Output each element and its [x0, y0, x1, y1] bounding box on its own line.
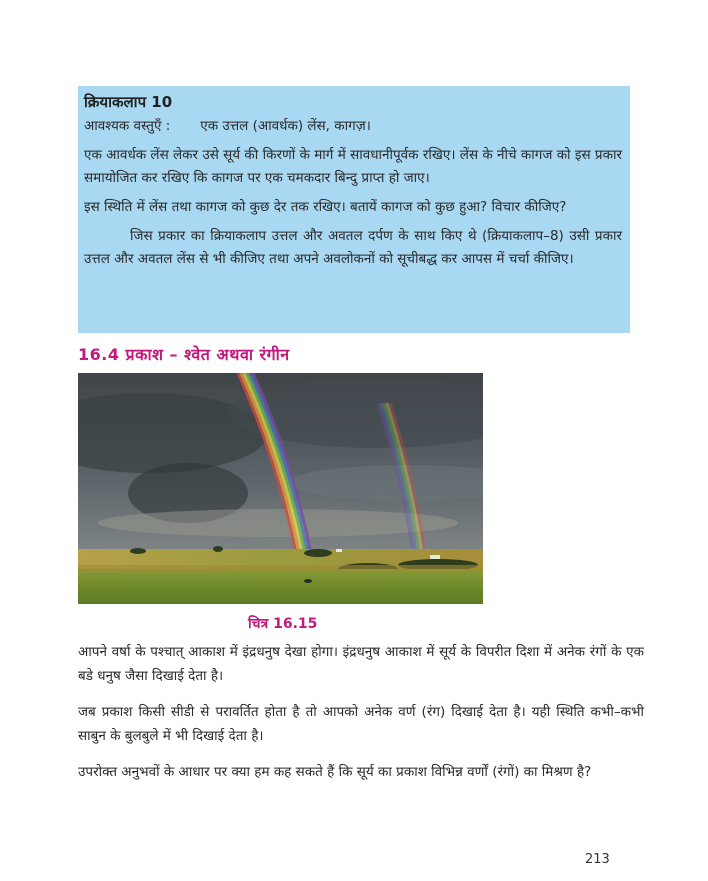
activity-box	[78, 86, 630, 333]
page-number: 213	[585, 852, 610, 867]
materials-label: आवश्यक वस्तुएँ :	[84, 118, 171, 134]
activity-title: क्रियाकलाप 10	[84, 93, 173, 111]
body-paragraph-2: जब प्रकाश किसी सीडी से परावर्तित होता है तो आपको अनेक वर्ण (रंग) दिखाई देता है। यही स्थिति कभी–कभी साबुन के बुलबुले में भी दिखाई देता है।	[78, 704, 644, 744]
materials-value: एक उत्तल (आवर्धक) लेंस, कागज़।	[200, 118, 371, 134]
body-text	[78, 640, 644, 796]
body-paragraph-1: आपने वर्षा के पश्चात् आकाश में इंद्रधनुष देखा होगा। इंद्रधनुष आकाश में सूर्य के विपरीत दिशा में अनेक रंगों के एक बडे धनुष जैसा दिखाई देता है।	[78, 644, 644, 684]
activity-paragraph-1: एक आवर्धक लेंस लेकर उसे सूर्य की किरणों के मार्ग में सावधानीपूर्वक रखिए। लेंस के नीचे कागज को इस प्रकार समायोजित कर रखिए कि कागज पर एक चमकदार बिन्दु प्राप्त हो जाए।	[84, 147, 622, 186]
activity-materials	[84, 116, 622, 136]
activity-paragraph-2: इस स्थिति में लेंस तथा कागज को कुछ देर तक रखिए। बतायें कागज को कुछ हुआ? विचार कीजिए?	[84, 199, 567, 215]
activity-paragraph-3: जिस प्रकार का क्रियाकलाप उत्तल और अवतल दर्पण के साथ किए थे (क्रियाकलाप–8) उसी प्रकार उत्तल और अवतल लेंस से भी कीजिए तथा अपने अवलोकनों को सूचीबद्ध कर आपस में चर्चा कीजिए।	[84, 228, 622, 267]
figure-caption: चित्र 16.15	[248, 616, 318, 632]
section-heading: 16.4 प्रकाश – श्वेत अथवा रंगीन	[78, 345, 290, 364]
body-paragraph-3: उपरोक्त अनुभवों के आधार पर क्या हम कह सकते हैं कि सूर्य का प्रकाश विभिन्न वर्णों (रंगों) का मिश्रण है?	[78, 764, 592, 780]
rainbow-photo	[78, 373, 483, 604]
